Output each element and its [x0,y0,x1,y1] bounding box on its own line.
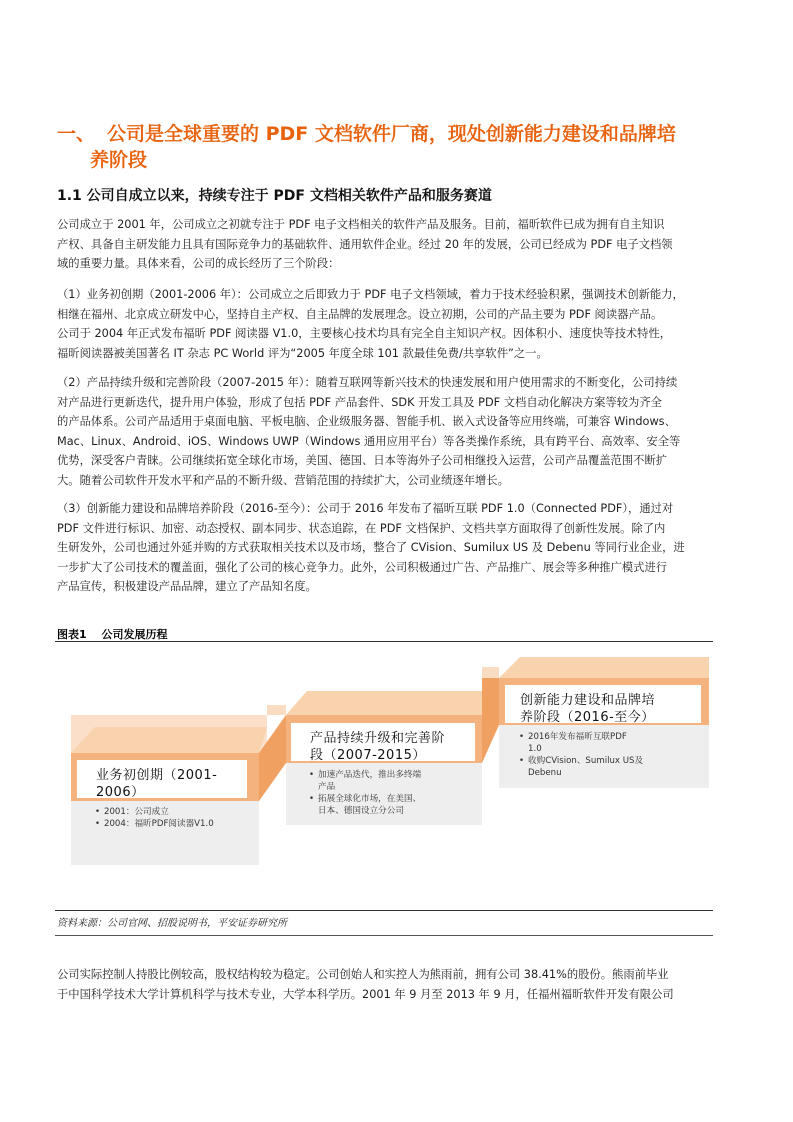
text-line: 相继在福州、北京成立研发中心，坚持自主产权、自主品牌的发展理念。设立初期，公司的产品主要为 PDF 阅读器产品。 [57,307,663,321]
list-item: • 2016年发布福昕互联PDF [519,732,627,742]
figure-top-rule [55,641,713,642]
text-line: 域的重要力量。具体来看，公司的成长经历了三个阶段： [57,257,340,271]
figure-source: 资料来源：公司官网、招股说明书，平安证券研究所 [57,918,287,929]
stage-1-bullets [95,806,214,830]
stage-2-title-line: 段（2007-2015） [310,748,426,763]
paragraph-intro [57,215,738,274]
text-line: 公司于 2004 年正式发布福昕 PDF 阅读器 V1.0，主要核心技术均具有完全自主知识产权。因体积小、速度快等技术特性， [57,327,672,341]
chapter-title-line2: 养阶段 [90,149,148,171]
text-line: 公司成立于 2001 年，公司成立之初就专注于 PDF 电子文档相关的软件产品及服务。目前，福昕软件已成为拥有自主知识 [57,218,665,231]
stage-1-title-line: 2006） [96,785,145,800]
list-item: 1.0 [528,744,542,754]
stage-2-top-face [286,691,482,715]
stage-2-riser [482,678,499,763]
text-line: 对产品进行更新迭代，提升用户体验，形成了包括 PDF 产品套件、SDK 开发工具及 PDF 文档自动化解决方案等较为齐全 [57,395,662,409]
stage-3-title-line: 养阶段（2016-至今） [520,710,655,725]
figure-label: 图表1 公司发展历程 [57,628,168,641]
stage-1-title [96,767,217,801]
stage-3-top-face [499,657,709,678]
list-item: • 2001：公司成立 [95,807,169,817]
text-line: 产品宣传，积极建设产品品牌，建立了产品知名度。 [57,580,317,594]
paragraph-stage-3 [57,499,738,597]
list-item: • 加速产品迭代，推出多终端 [309,770,422,780]
stage-2-title [310,730,445,764]
figure-source-rule [55,935,713,936]
list-item: Debenu [528,768,562,778]
stage-3-bevel [482,667,499,678]
stage-1-title-line: 业务初创期（2001- [96,768,218,783]
stage-3-title-line: 创新能力建设和品牌培 [520,693,656,708]
list-item: • 拓展全球化市场，在美国、 [309,794,422,804]
stage-3-title [520,692,655,726]
text-line: PDF 文件进行标识、加密、动态授权、副本同步、状态追踪，在 PDF 文档保护、文档共享方面取得了创新性发展。除了内 [57,521,666,535]
paragraph-stage-2 [57,373,738,491]
text-line: 优势，深受客户青睐。公司继续拓宽全球化市场，美国、德国、日本等海外子公司相继投入运营，公司产品覆盖范围不断扩 [57,454,668,468]
paragraph-stage-1 [57,285,738,363]
text-line: 大。随着公司软件开发水平和产品的不断升级、营销范围的持续扩大，公司业绩逐年增长。 [57,473,509,487]
chapter-heading [57,121,747,173]
text-line: 福昕阅读器被美国著名 IT 杂志 PC World 评为“2005 年度全球 101 款最佳免费/共享软件”之一。 [57,346,548,360]
text-line: （2）产品持续升级和完善阶段（2007-2015 年）：随着互联网等新兴技术的快速发展和用户使用需求的不断变化，公司持续 [57,376,678,389]
list-item: • 收购CVision、Sumilux US及 [519,756,644,766]
text-line: 的产品体系。公司产品适用于桌面电脑、平板电脑、企业级服务器、智能手机、嵌入式设备等应用终端，可兼容 Windows、 [57,415,676,429]
stage-2-bevel [267,705,286,715]
stage-2-title-line: 产品持续升级和完善阶 [310,731,446,746]
figure-bottom-rule [55,910,713,911]
text-line: 公司实际控制人持股比例较高，股权结构较为稳定。公司创始人和实控人为熊雨前，拥有公司 38.41%的股份。熊雨前毕业 [57,968,669,981]
text-line: 一步扩大了公司技术的覆盖面，强化了公司的核心竞争力。此外，公司积极通过广告、产品推广、展会等多种推广模式进行 [57,560,668,574]
stage-3-bullets [519,731,643,779]
text-line: （3）创新能力建设和品牌培养阶段（2016-至今）：公司于 2016 年发布了福昕互联 PDF 1.0（Connected PDF），通过对 [57,502,674,515]
stage-1-top-face [71,727,267,753]
stage-2-bullets [309,769,421,817]
list-item: 日本、德国设立分公司 [318,806,404,816]
text-line: （1）业务初创期（2001-2006 年）：公司成立之后即致力于 PDF 电子文档领域，着力于技术经验积累，强调技术创新能力， [57,288,684,301]
chapter-title-line1: 公司是全球重要的 PDF 文档软件厂商，现处创新能力建设和品牌培 [107,123,676,145]
text-line: Mac、Linux、Android、iOS、Windows UWP（Windows 通用应用平台）等各类操作系统，具有跨平台、高效率、安全等 [57,434,681,448]
paragraph-ownership [57,965,738,1004]
section-title: 1.1 公司自成立以来，持续专注于 PDF 文档相关软件产品和服务赛道 [57,188,492,204]
text-line: 产权、具备自主研发能力且具有国际竞争力的基础软件、通用软件企业。经过 20 年的发展，公司已经成为 PDF 电子文档领 [57,237,673,251]
list-item: 产品 [318,782,336,792]
chapter-number: 一、 [57,123,96,145]
text-line: 生研发外，公司也通过外延并购的方式获取相关技术以及市场，整合了 CVision、Sumilux US 及 Debenu 等同行业企业，进 [57,541,685,555]
text-line: 于中国科学技术大学计算机科学与技术专业，大学本科学历。2001 年 9 月至 2013 年 9 月，任福州福昕软件开发有限公司 [57,987,674,1001]
list-item: • 2004：福昕PDF阅读器V1.0 [95,819,214,829]
